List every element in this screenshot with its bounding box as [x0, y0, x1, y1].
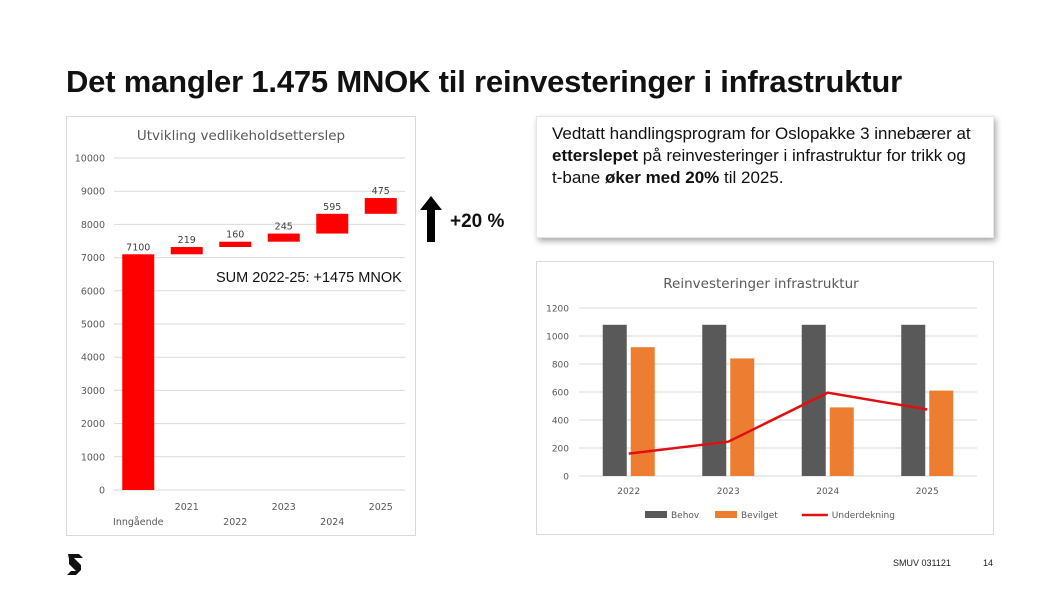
chart1-bar	[171, 247, 203, 254]
chart2-bar-behov	[702, 325, 726, 476]
chart2-legend-label: Behov	[671, 511, 700, 521]
chart2-legend-swatch	[645, 511, 667, 518]
chart2-legend-label: Bevilget	[741, 511, 778, 521]
chart1-bar	[365, 198, 397, 214]
chart2-bar-bevilget	[830, 407, 854, 476]
info-text-bold1: etterslepet	[552, 146, 638, 165]
chart1-xtick: 2021	[174, 502, 199, 513]
chart2-ytick: 800	[551, 360, 569, 371]
company-logo-icon	[64, 551, 86, 577]
chart1-ytick: 8000	[80, 219, 105, 231]
chart2-bar-behov	[603, 325, 627, 476]
chart2-xtick: 2023	[716, 487, 740, 497]
chart1-data-label: 7100	[126, 242, 151, 254]
chart1-bar	[268, 234, 300, 242]
reinvestment-chart	[537, 262, 993, 534]
info-text-part2: på reinvesteringer i infrastruktur for trikk og t-bane	[552, 146, 966, 187]
chart2-bar-bevilget	[730, 358, 754, 476]
chart1-data-label: 219	[177, 235, 196, 247]
chart2-ytick: 400	[551, 416, 569, 427]
chart1-xtick: 2024	[320, 517, 345, 528]
chart1-ytick: 1000	[80, 452, 105, 464]
chart1-ytick: 7000	[80, 253, 105, 265]
chart2-title: Reinvesteringer infrastruktur	[663, 276, 859, 292]
chart2-xtick: 2025	[915, 487, 939, 497]
chart1-ytick: 4000	[80, 352, 105, 364]
chart1-data-label: 475	[371, 186, 390, 198]
page-number: 14	[983, 558, 994, 568]
chart1-ytick: 9000	[80, 186, 105, 198]
chart1-ytick: 10000	[74, 153, 105, 165]
chart1-data-label: 160	[226, 229, 245, 241]
chart1-data-label: 245	[274, 221, 293, 233]
increase-label: +20 %	[450, 211, 505, 232]
chart1-ytick: 2000	[80, 419, 105, 431]
chart2-bar-bevilget	[631, 347, 655, 476]
chart1-ytick: 0	[98, 485, 105, 497]
chart1-bar	[219, 242, 251, 247]
chart2-legend-label: Underdekning	[831, 511, 895, 521]
chart1-ytick: 6000	[80, 286, 105, 298]
chart1-xtick: Inngående	[113, 517, 164, 528]
chart2-ytick: 1200	[546, 304, 569, 315]
info-text	[537, 117, 993, 189]
chart2-line-underdekning	[629, 393, 928, 454]
chart2-bar-bevilget	[929, 391, 953, 476]
chart1-xtick: 2025	[368, 502, 393, 513]
chart2-ytick: 600	[551, 388, 569, 399]
chart2-legend-swatch	[715, 511, 737, 518]
chart2-ytick: 200	[551, 444, 569, 455]
chart1-bar	[122, 254, 154, 490]
arrow-up-icon	[420, 196, 442, 242]
waterfall-chart	[67, 117, 415, 535]
chart2-ytick: 1000	[546, 332, 569, 343]
chart1-data-label: 595	[323, 201, 342, 213]
slide-title: Det mangler 1.475 MNOK til reinvesteringer i infrastruktur	[66, 64, 902, 99]
chart1-ytick: 5000	[80, 319, 105, 331]
waterfall-chart-panel	[66, 116, 416, 536]
info-text-bold2: øker med 20%	[604, 168, 720, 187]
footer-text: SMUV 031121	[893, 558, 951, 568]
chart2-xtick: 2022	[617, 487, 641, 497]
chart1-title: Utvikling vedlikeholdsetterslep	[136, 128, 346, 144]
info-text-part1: Vedtatt handlingsprogram for Oslopakke 3 innebærer at	[552, 124, 971, 143]
chart2-xtick: 2024	[816, 487, 840, 497]
reinvestment-chart-panel	[536, 261, 994, 535]
chart1-xtick: 2023	[271, 502, 296, 513]
chart1-bar	[316, 214, 348, 234]
chart1-xtick: 2022	[223, 517, 248, 528]
info-textbox	[536, 116, 994, 238]
chart1-ytick: 3000	[80, 385, 105, 397]
info-text-part3: til 2025.	[719, 168, 784, 187]
chart2-bar-behov	[901, 325, 925, 476]
chart2-ytick: 0	[563, 472, 569, 483]
sum-annotation: SUM 2022-25: +1475 MNOK	[216, 270, 402, 286]
